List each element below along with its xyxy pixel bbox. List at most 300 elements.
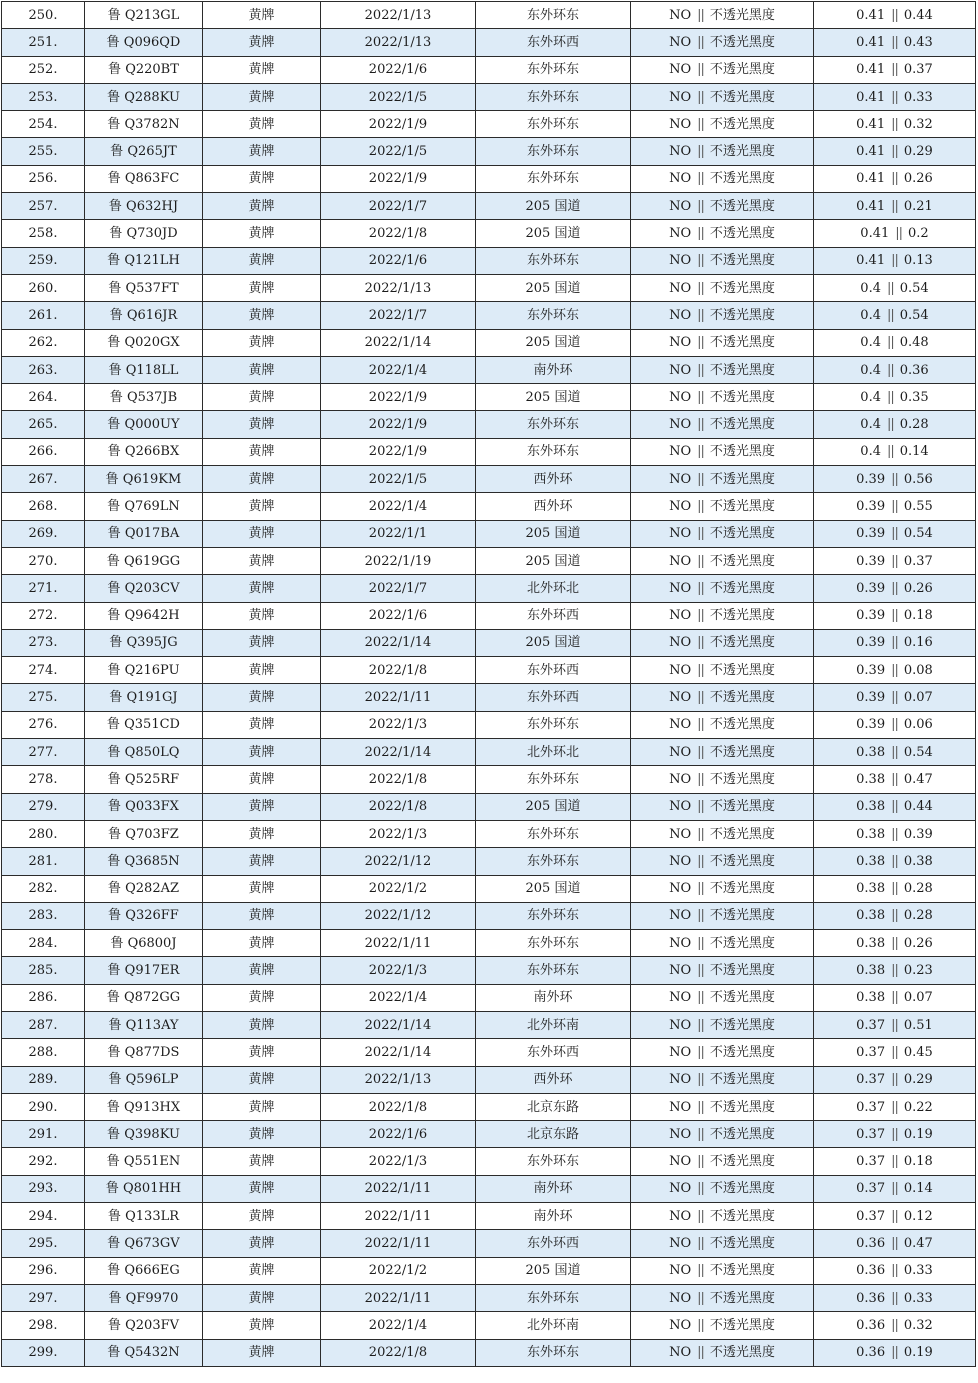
plate-number: 鲁 Q619GG	[85, 547, 203, 574]
pass-flag: NO	[669, 471, 692, 487]
values-cell	[814, 602, 976, 629]
plate-color: 黄牌	[203, 930, 321, 957]
row-number: 286.	[2, 984, 85, 1011]
value-primary: 0.41	[856, 253, 886, 269]
plate-number: 鲁 Q033FX	[85, 793, 203, 820]
values-cell	[814, 193, 976, 220]
row-number: 276.	[2, 711, 85, 738]
plate-color: 黄牌	[203, 820, 321, 847]
row-number: 251.	[2, 29, 85, 56]
plate-number: 鲁 Q632HJ	[85, 193, 203, 220]
row-number: 297.	[2, 1284, 85, 1311]
values-cell	[814, 1339, 976, 1366]
detection-date: 2022/1/4	[321, 984, 476, 1011]
value-secondary: 0.44	[903, 7, 933, 23]
row-number: 258.	[2, 220, 85, 247]
test-type: 不透光黑度	[709, 335, 775, 351]
table-row	[2, 220, 976, 247]
detection-location: 东外环东	[476, 957, 631, 984]
plate-color: 黄牌	[203, 56, 321, 83]
detection-date: 2022/1/3	[321, 711, 476, 738]
separator: ||	[891, 1236, 898, 1251]
plate-number: 鲁 Q3782N	[85, 111, 203, 138]
plate-color: 黄牌	[203, 629, 321, 656]
values-cell	[814, 793, 976, 820]
pass-flag: NO	[669, 744, 692, 760]
plate-color: 黄牌	[203, 1066, 321, 1093]
detection-location: 205 国道	[476, 793, 631, 820]
pass-flag: NO	[669, 826, 692, 842]
row-number: 295.	[2, 1230, 85, 1257]
separator: ||	[891, 1017, 898, 1033]
separator: ||	[891, 771, 898, 787]
value-primary: 0.39	[856, 580, 886, 596]
pass-flag: NO	[669, 935, 692, 951]
separator: ||	[891, 1263, 898, 1279]
value-secondary: 0.56	[903, 471, 933, 487]
plate-number: 鲁 Q017BA	[85, 520, 203, 547]
plate-number: 鲁 Q351CD	[85, 711, 203, 738]
table-row	[2, 56, 976, 83]
result-cell	[631, 793, 814, 820]
values-cell	[814, 629, 976, 656]
value-primary: 0.37	[856, 1181, 886, 1197]
table-row	[2, 575, 976, 602]
table-row	[2, 602, 976, 629]
pass-flag: NO	[669, 62, 692, 78]
detection-date: 2022/1/13	[321, 29, 476, 56]
test-type: 不透光黑度	[709, 1317, 775, 1333]
separator: ||	[886, 444, 894, 460]
values-cell	[814, 329, 976, 356]
values-cell	[814, 547, 976, 574]
pass-flag: NO	[669, 1154, 692, 1170]
separator: ||	[697, 1099, 704, 1115]
separator: ||	[697, 280, 704, 296]
plate-number: 鲁 Q917ER	[85, 957, 203, 984]
pass-flag: NO	[669, 580, 692, 596]
test-type: 不透光黑度	[709, 1345, 775, 1361]
row-number: 254.	[2, 111, 85, 138]
value-secondary: 0.28	[903, 881, 933, 897]
pass-flag: NO	[669, 335, 692, 351]
value-secondary: 0.14	[903, 1181, 933, 1197]
value-primary: 0.37	[856, 1154, 886, 1170]
test-type: 不透光黑度	[709, 990, 775, 1006]
detection-location: 205 国道	[476, 629, 631, 656]
result-cell	[631, 302, 814, 329]
plate-number: 鲁 Q673GV	[85, 1230, 203, 1257]
pass-flag: NO	[669, 1072, 692, 1088]
result-cell	[631, 138, 814, 165]
plate-color: 黄牌	[203, 247, 321, 274]
detection-date: 2022/1/14	[321, 739, 476, 766]
separator: ||	[891, 553, 898, 569]
values-cell	[814, 384, 976, 411]
value-primary: 0.38	[856, 963, 886, 979]
test-type: 不透光黑度	[709, 62, 775, 78]
separator: ||	[886, 417, 894, 433]
test-type: 不透光黑度	[709, 608, 775, 624]
table-row	[2, 1039, 976, 1066]
detection-date: 2022/1/9	[321, 165, 476, 192]
plate-color: 黄牌	[203, 1312, 321, 1339]
detection-location: 205 国道	[476, 547, 631, 574]
detection-location: 南外环	[476, 1203, 631, 1230]
detection-date: 2022/1/4	[321, 493, 476, 520]
value-primary: 0.38	[856, 771, 886, 787]
plate-number: 鲁 Q801HH	[85, 1175, 203, 1202]
result-cell	[631, 1203, 814, 1230]
table-row	[2, 875, 976, 902]
value-secondary: 0.26	[903, 935, 933, 951]
detection-location: 东外环东	[476, 302, 631, 329]
separator: ||	[697, 116, 704, 132]
table-row	[2, 247, 976, 274]
separator: ||	[891, 744, 898, 760]
result-cell	[631, 83, 814, 110]
row-number: 293.	[2, 1175, 85, 1202]
value-secondary: 0.19	[903, 1126, 933, 1142]
plate-color: 黄牌	[203, 1121, 321, 1148]
pass-flag: NO	[669, 635, 692, 651]
detection-date: 2022/1/8	[321, 1339, 476, 1366]
separator: ||	[697, 690, 704, 706]
separator: ||	[697, 881, 704, 897]
pass-flag: NO	[669, 1317, 692, 1333]
result-cell	[631, 875, 814, 902]
value-primary: 0.41	[860, 226, 890, 242]
row-number: 281.	[2, 848, 85, 875]
row-number: 259.	[2, 247, 85, 274]
value-secondary: 0.39	[903, 826, 933, 842]
separator: ||	[891, 253, 898, 269]
table-row	[2, 138, 976, 165]
result-cell	[631, 848, 814, 875]
value-secondary: 0.29	[903, 144, 933, 160]
result-cell	[631, 438, 814, 465]
plate-number: 鲁 Q616JR	[85, 302, 203, 329]
values-cell	[814, 2, 976, 29]
plate-color: 黄牌	[203, 657, 321, 684]
plate-color: 黄牌	[203, 1203, 321, 1230]
table-row	[2, 711, 976, 738]
value-secondary: 0.55	[903, 498, 933, 514]
row-number: 268.	[2, 493, 85, 520]
plate-number: 鲁 Q326FF	[85, 902, 203, 929]
table-row	[2, 739, 976, 766]
values-cell	[814, 356, 976, 383]
pass-flag: NO	[669, 690, 692, 706]
detection-location: 205 国道	[476, 274, 631, 301]
detection-date: 2022/1/11	[321, 1175, 476, 1202]
value-secondary: 0.35	[899, 389, 929, 405]
detection-location: 东外环东	[476, 438, 631, 465]
pass-flag: NO	[669, 1017, 692, 1033]
values-cell	[814, 930, 976, 957]
separator: ||	[891, 799, 898, 815]
detection-location: 东外环东	[476, 1284, 631, 1311]
value-primary: 0.39	[856, 498, 886, 514]
plate-color: 黄牌	[203, 138, 321, 165]
separator: ||	[697, 471, 704, 487]
separator: ||	[697, 1345, 704, 1361]
detection-location: 东外环东	[476, 247, 631, 274]
plate-color: 黄牌	[203, 793, 321, 820]
value-secondary: 0.38	[903, 853, 933, 869]
detection-date: 2022/1/6	[321, 602, 476, 629]
result-cell	[631, 274, 814, 301]
separator: ||	[697, 444, 704, 460]
detection-location: 北京东路	[476, 1093, 631, 1120]
test-type: 不透光黑度	[709, 471, 775, 487]
row-number: 283.	[2, 902, 85, 929]
separator: ||	[697, 1236, 704, 1251]
separator: ||	[697, 1181, 704, 1197]
values-cell	[814, 83, 976, 110]
value-primary: 0.38	[856, 799, 886, 815]
detection-date: 2022/1/11	[321, 1284, 476, 1311]
pass-flag: NO	[669, 116, 692, 132]
result-cell	[631, 220, 814, 247]
table-row	[2, 438, 976, 465]
detection-date: 2022/1/1	[321, 520, 476, 547]
separator: ||	[697, 826, 704, 842]
pass-flag: NO	[669, 799, 692, 815]
test-type: 不透光黑度	[709, 1263, 775, 1279]
result-cell	[631, 384, 814, 411]
values-cell	[814, 1230, 976, 1257]
value-primary: 0.4	[860, 444, 881, 460]
row-number: 290.	[2, 1093, 85, 1120]
plate-number: 鲁 Q096QD	[85, 29, 203, 56]
separator: ||	[891, 1126, 898, 1142]
table-row	[2, 1284, 976, 1311]
row-number: 277.	[2, 739, 85, 766]
detection-location: 205 国道	[476, 875, 631, 902]
detection-location: 205 国道	[476, 193, 631, 220]
separator: ||	[891, 116, 898, 132]
pass-flag: NO	[669, 253, 692, 269]
result-cell	[631, 2, 814, 29]
plate-number: 鲁 Q113AY	[85, 1011, 203, 1038]
value-secondary: 0.16	[903, 635, 933, 651]
result-cell	[631, 493, 814, 520]
detection-location: 东外环东	[476, 902, 631, 929]
values-cell	[814, 520, 976, 547]
value-secondary: 0.47	[903, 771, 933, 787]
detection-location: 东外环西	[476, 657, 631, 684]
value-primary: 0.38	[856, 881, 886, 897]
row-number: 288.	[2, 1039, 85, 1066]
value-secondary: 0.33	[903, 1290, 933, 1306]
detection-location: 205 国道	[476, 384, 631, 411]
test-type: 不透光黑度	[709, 853, 775, 869]
value-primary: 0.41	[856, 198, 886, 214]
table-row	[2, 1093, 976, 1120]
result-cell	[631, 1093, 814, 1120]
value-primary: 0.39	[856, 553, 886, 569]
pass-flag: NO	[669, 1236, 692, 1251]
value-secondary: 0.2	[908, 226, 929, 242]
value-primary: 0.38	[856, 908, 886, 924]
plate-number: 鲁 Q118LL	[85, 356, 203, 383]
table-row	[2, 493, 976, 520]
values-cell	[814, 1093, 976, 1120]
values-cell	[814, 766, 976, 793]
test-type: 不透光黑度	[709, 744, 775, 760]
plate-color: 黄牌	[203, 520, 321, 547]
values-cell	[814, 1066, 976, 1093]
separator: ||	[697, 1208, 704, 1224]
values-cell	[814, 1312, 976, 1339]
test-type: 不透光黑度	[709, 717, 775, 733]
test-type: 不透光黑度	[709, 526, 775, 542]
detection-date: 2022/1/6	[321, 56, 476, 83]
pass-flag: NO	[669, 198, 692, 214]
test-type: 不透光黑度	[709, 116, 775, 132]
emission-record-table-container	[1, 1, 975, 1367]
value-secondary: 0.08	[903, 662, 933, 678]
table-row	[2, 411, 976, 438]
value-secondary: 0.28	[903, 908, 933, 924]
result-cell	[631, 1039, 814, 1066]
result-cell	[631, 547, 814, 574]
values-cell	[814, 848, 976, 875]
table-row	[2, 984, 976, 1011]
result-cell	[631, 1257, 814, 1284]
test-type: 不透光黑度	[709, 89, 775, 105]
result-cell	[631, 1175, 814, 1202]
result-cell	[631, 820, 814, 847]
detection-date: 2022/1/8	[321, 220, 476, 247]
separator: ||	[891, 498, 898, 514]
separator: ||	[891, 62, 898, 78]
plate-color: 黄牌	[203, 493, 321, 520]
detection-location: 南外环	[476, 984, 631, 1011]
values-cell	[814, 302, 976, 329]
pass-flag: NO	[669, 963, 692, 979]
plate-number: 鲁 Q877DS	[85, 1039, 203, 1066]
plate-number: 鲁 Q730JD	[85, 220, 203, 247]
table-row	[2, 930, 976, 957]
table-row	[2, 29, 976, 56]
separator: ||	[697, 498, 704, 514]
detection-date: 2022/1/6	[321, 1121, 476, 1148]
row-number: 292.	[2, 1148, 85, 1175]
separator: ||	[891, 1099, 898, 1115]
separator: ||	[697, 771, 704, 787]
test-type: 不透光黑度	[709, 771, 775, 787]
plate-number: 鲁 Q863FC	[85, 165, 203, 192]
separator: ||	[697, 1126, 704, 1142]
separator: ||	[891, 1154, 898, 1170]
plate-color: 黄牌	[203, 411, 321, 438]
values-cell	[814, 438, 976, 465]
plate-number: 鲁 Q266BX	[85, 438, 203, 465]
table-row	[2, 848, 976, 875]
separator: ||	[697, 362, 704, 378]
plate-number: 鲁 Q000UY	[85, 411, 203, 438]
values-cell	[814, 274, 976, 301]
detection-location: 东外环西	[476, 602, 631, 629]
pass-flag: NO	[669, 908, 692, 924]
row-number: 299.	[2, 1339, 85, 1366]
separator: ||	[697, 1017, 704, 1033]
row-number: 266.	[2, 438, 85, 465]
plate-number: 鲁 Q537JB	[85, 384, 203, 411]
plate-number: 鲁 Q666EG	[85, 1257, 203, 1284]
values-cell	[814, 138, 976, 165]
separator: ||	[891, 908, 898, 924]
separator: ||	[891, 826, 898, 842]
detection-date: 2022/1/14	[321, 1039, 476, 1066]
separator: ||	[891, 34, 898, 50]
row-number: 250.	[2, 2, 85, 29]
detection-date: 2022/1/8	[321, 657, 476, 684]
value-secondary: 0.48	[899, 335, 929, 351]
separator: ||	[895, 226, 903, 242]
separator: ||	[891, 935, 898, 951]
value-secondary: 0.12	[903, 1208, 933, 1224]
plate-number: 鲁 Q703FZ	[85, 820, 203, 847]
detection-location: 西外环	[476, 493, 631, 520]
table-row	[2, 1148, 976, 1175]
separator: ||	[891, 1181, 898, 1197]
table-row	[2, 329, 976, 356]
result-cell	[631, 247, 814, 274]
values-cell	[814, 411, 976, 438]
table-row	[2, 520, 976, 547]
value-secondary: 0.44	[903, 799, 933, 815]
value-secondary: 0.23	[903, 963, 933, 979]
detection-date: 2022/1/7	[321, 193, 476, 220]
row-number: 270.	[2, 547, 85, 574]
separator: ||	[886, 362, 894, 378]
separator: ||	[697, 34, 704, 50]
plate-number: 鲁 Q619KM	[85, 466, 203, 493]
detection-location: 北京东路	[476, 1121, 631, 1148]
detection-location: 北外环北	[476, 575, 631, 602]
detection-date: 2022/1/8	[321, 1093, 476, 1120]
test-type: 不透光黑度	[709, 690, 775, 706]
value-primary: 0.39	[856, 717, 886, 733]
plate-color: 黄牌	[203, 1011, 321, 1038]
test-type: 不透光黑度	[709, 198, 775, 214]
row-number: 265.	[2, 411, 85, 438]
pass-flag: NO	[669, 444, 692, 460]
detection-date: 2022/1/3	[321, 957, 476, 984]
values-cell	[814, 1121, 976, 1148]
pass-flag: NO	[669, 362, 692, 378]
table-row	[2, 1121, 976, 1148]
test-type: 不透光黑度	[709, 389, 775, 405]
result-cell	[631, 1121, 814, 1148]
plate-color: 黄牌	[203, 1093, 321, 1120]
values-cell	[814, 902, 976, 929]
values-cell	[814, 657, 976, 684]
separator: ||	[697, 635, 704, 651]
result-cell	[631, 1339, 814, 1366]
table-row	[2, 629, 976, 656]
plate-number: 鲁 Q850LQ	[85, 739, 203, 766]
plate-number: 鲁 Q213GL	[85, 2, 203, 29]
detection-location: 205 国道	[476, 520, 631, 547]
values-cell	[814, 29, 976, 56]
detection-location: 东外环东	[476, 411, 631, 438]
value-primary: 0.39	[856, 471, 886, 487]
values-cell	[814, 684, 976, 711]
